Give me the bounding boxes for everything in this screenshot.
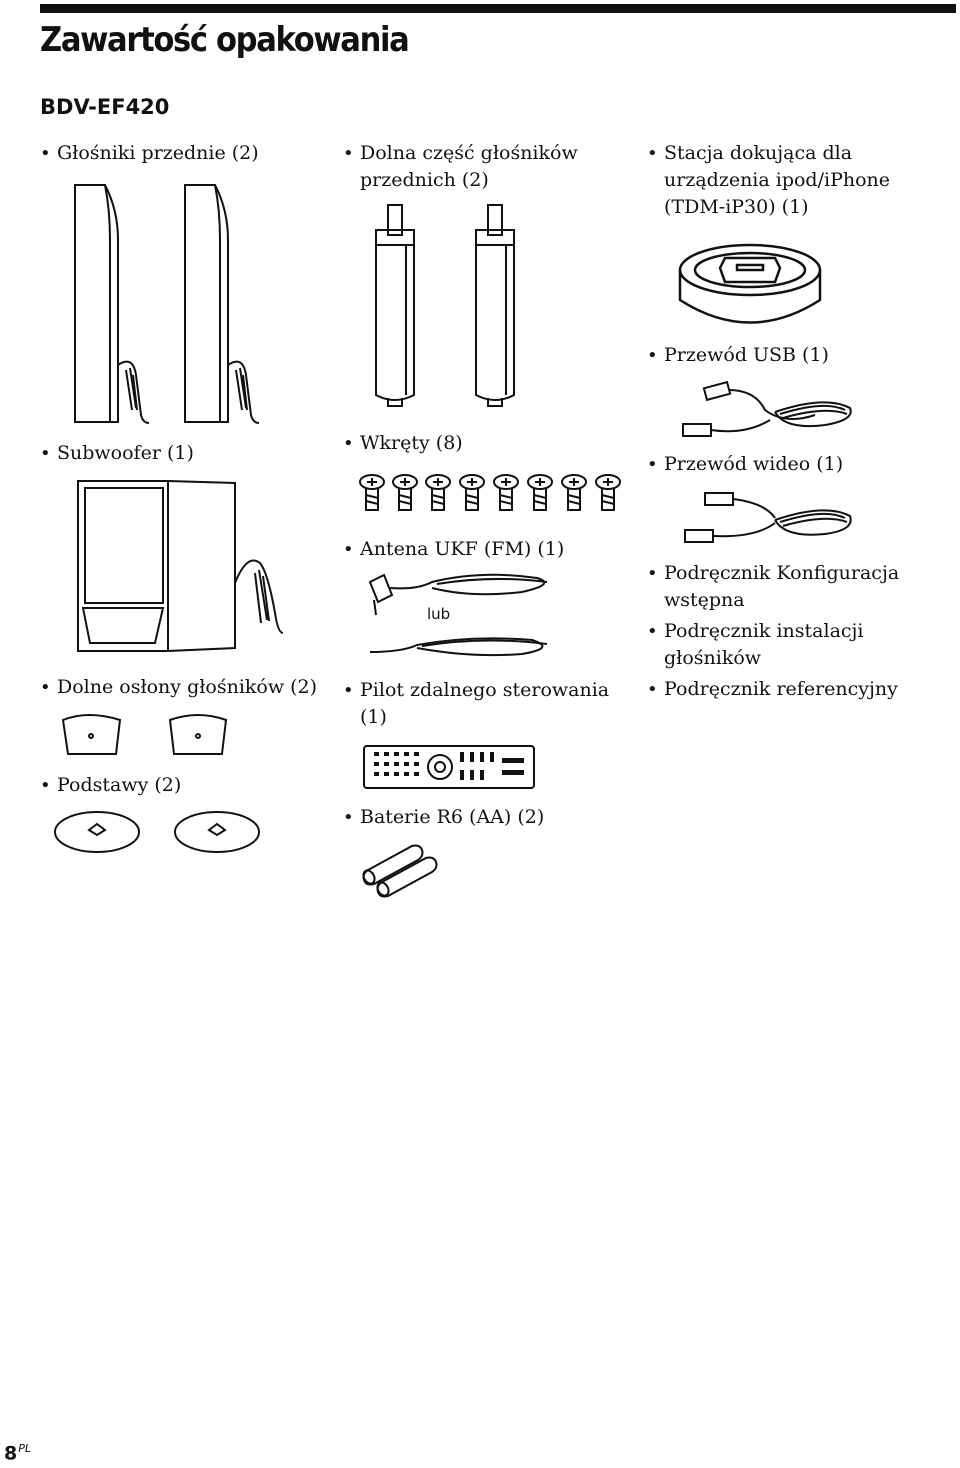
item-screws: • Wkręty (8) — [343, 430, 463, 457]
item-subwoofer: • Subwoofer (1) — [40, 440, 194, 467]
subwoofer-illustration — [75, 478, 290, 653]
speaker-bottoms-illustration — [368, 200, 528, 415]
header-rule — [40, 4, 956, 13]
page-number: $8^{PL}$ — [4, 1442, 31, 1465]
item-usb-cable: • Przewód USB (1) — [647, 342, 829, 369]
item-video-cable: • Przewód wideo (1) — [647, 451, 843, 478]
item-manual-speakers: • Podręcznik instalacji głośników — [647, 618, 924, 672]
dock-illustration — [675, 240, 825, 340]
antenna-alternative-label: lub — [427, 605, 451, 623]
item-speaker-bottoms: • Dolna część głośników przednich (2) — [343, 140, 600, 194]
item-manual-setup: • Podręcznik Konfiguracja wstępna — [647, 560, 924, 614]
batteries-illustration — [360, 840, 445, 895]
fm-antenna-illustration — [362, 570, 562, 670]
item-manual-reference: • Podręcznik referencyjny — [647, 676, 924, 703]
model-heading: BDV-EF420 — [40, 95, 170, 119]
item-remote: • Pilot zdalnego sterowania (1) — [343, 677, 620, 731]
front-speakers-illustration — [70, 180, 270, 430]
item-fm-antenna: • Antena UKF (FM) (1) — [343, 536, 564, 563]
video-cable-illustration — [675, 488, 865, 553]
stands-illustration — [52, 810, 267, 858]
bottom-covers-illustration — [58, 710, 238, 758]
remote-illustration — [362, 742, 537, 792]
item-stands: • Podstawy (2) — [40, 772, 181, 799]
page-title: Zawartość opakowania — [40, 20, 409, 60]
usb-cable-illustration — [675, 380, 865, 450]
item-front-speakers: • Głośniki przednie (2) — [40, 140, 259, 167]
item-batteries: • Baterie R6 (AA) (2) — [343, 804, 544, 831]
screws-illustration — [357, 472, 632, 517]
item-bottom-covers: • Dolne osłony głośników (2) — [40, 674, 317, 701]
item-dock: • Stacja dokująca dla urządzenia ipod/iPhone (TDM-iP30) (1) — [647, 140, 894, 221]
